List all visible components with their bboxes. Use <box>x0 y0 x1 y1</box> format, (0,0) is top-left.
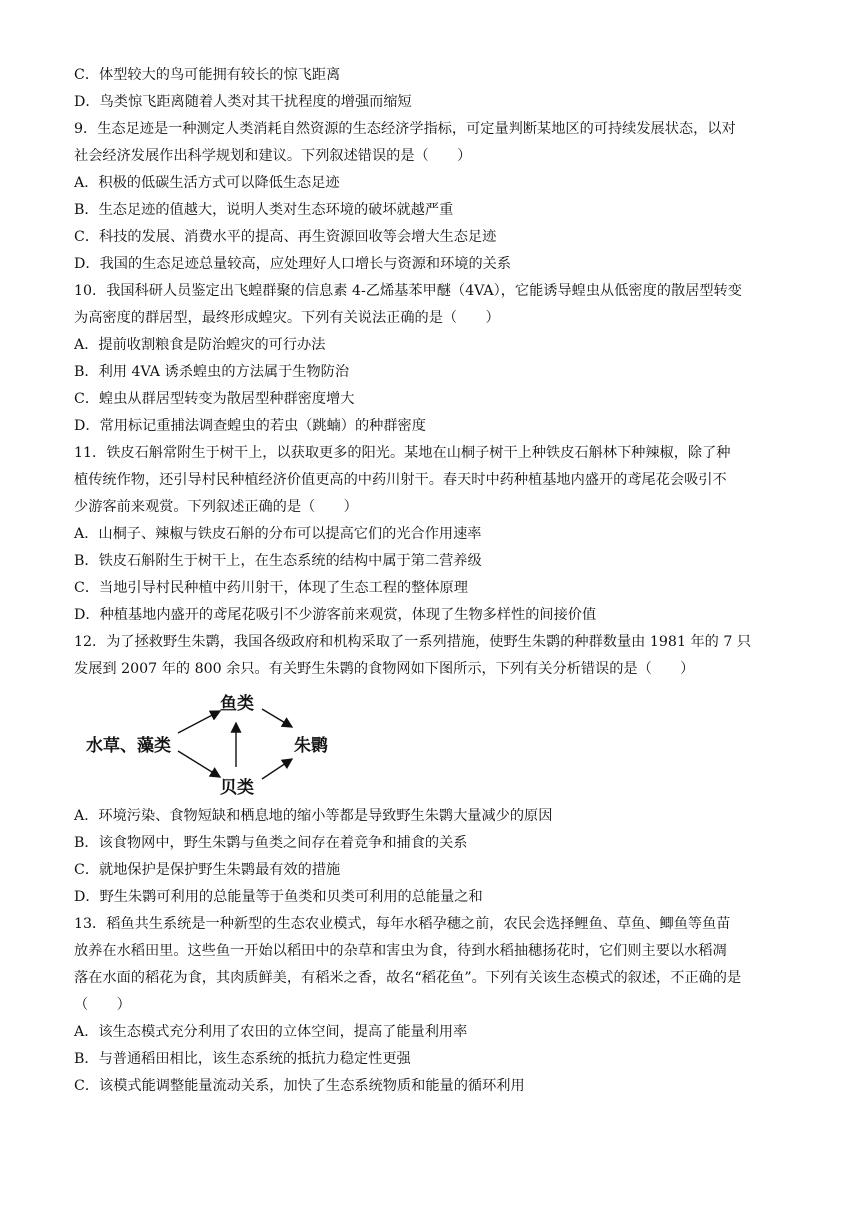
question-9 <box>74 116 786 278</box>
q13-option-b: B．与普通稻田相比，该生态系统的抵抗力稳定性更强 <box>74 1051 411 1067</box>
q12-option-d: D．野生朱鹮可利用的总能量等于鱼类和贝类可利用的总能量之和 <box>74 889 483 905</box>
q9-option-a: A．积极的低碳生活方式可以降低生态足迹 <box>74 175 340 191</box>
q10-option-b: B．利用 4VA 诱杀蝗虫的方法属于生物防治 <box>74 364 350 380</box>
q13-stem-line: 13．稻鱼共生系统是一种新型的生态农业模式，每年水稻孕穗之前，农民会选择鲤鱼、草鱼、鲫鱼等鱼苗 <box>74 916 731 932</box>
q10-option-a: A．提前收割粮食是防治蝗灾的可行办法 <box>74 337 326 353</box>
q13-stem-line: （ ） <box>74 997 131 1013</box>
q12-option-a: A．环境污染、食物短缺和栖息地的缩小等都是导致野生朱鹮大量减少的原因 <box>74 808 553 824</box>
arrow-shellfish-to-ibis <box>262 759 292 779</box>
q13-stem-line: 落在水面的稻花为食，其肉质鲜美，有稻米之香，故名“稻花鱼”。下列有关该生态模式的叙述，不正确的是 <box>74 970 742 986</box>
question-11 <box>74 440 786 629</box>
arrow-fish-to-ibis <box>262 709 292 727</box>
q12-option-b: B．该食物网中，野生朱鹮与鱼类之间存在着竞争和捕食的关系 <box>74 835 468 851</box>
q11-stem-line: 植传统作物，还引导村民种植经济价值更高的中药川射干。春天时中药种植基地内盛开的鸢尾花会吸引不 <box>74 472 727 488</box>
question-13 <box>74 911 786 1100</box>
node-shellfish: 贝类 <box>220 778 254 798</box>
q11-stem-line: 11．铁皮石斛常附生于树干上，以获取更多的阳光。某地在山桐子树干上种铁皮石斛林下种辣椒，除了种 <box>74 445 731 461</box>
arrow-producer-to-fish <box>178 711 220 733</box>
arrow-producer-to-shellfish <box>178 751 220 777</box>
q12-stem-line: 发展到 2007 年的 800 余只。有关野生朱鹮的食物网如下图所示，下列有关分析错误的是（ ） <box>74 661 695 677</box>
food-web-diagram <box>74 683 786 803</box>
q9-stem-line: 9．生态足迹是一种测定人类消耗自然资源的生态经济学指标，可定量判断某地区的可持续发展状态，以对 <box>74 121 736 137</box>
q11-option-c: C．当地引导村民种植中药川射干，体现了生态工程的整体原理 <box>74 580 468 596</box>
q9-option-c: C．科技的发展、消费水平的提高、再生资源回收等会增大生态足迹 <box>74 229 497 245</box>
q9-option-d: D．我国的生态足迹总量较高，应处理好人口增长与资源和环境的关系 <box>74 256 512 272</box>
q11-option-b: B．铁皮石斛附生于树干上，在生态系统的结构中属于第二营养级 <box>74 553 482 569</box>
q11-option-d: D．种植基地内盛开的鸢尾花吸引不少游客前来观赏，体现了生物多样性的间接价值 <box>74 607 597 623</box>
question-8-tail <box>74 62 786 116</box>
q8-option-c: C．体型较大的鸟可能拥有较长的惊飞距离 <box>74 67 341 83</box>
question-10 <box>74 278 786 440</box>
node-fish: 鱼类 <box>220 694 254 714</box>
q13-option-c: C．该模式能调整能量流动关系，加快了生态系统物质和能量的循环利用 <box>74 1078 525 1094</box>
q11-option-a: A．山桐子、辣椒与铁皮石斛的分布可以提高它们的光合作用速率 <box>74 526 482 542</box>
food-web-arrows <box>74 683 786 803</box>
q12-stem-line: 12．为了拯救野生朱鹮，我国各级政府和机构采取了一系列措施，使野生朱鹮的种群数量由 1981 年的 7 只 <box>74 634 752 650</box>
q13-stem-line: 放养在水稻田里。这些鱼一开始以稻田中的杂草和害虫为食，待到水稻抽穗扬花时，它们则主要以水稻凋 <box>74 943 727 959</box>
q8-option-d: D．鸟类惊飞距离随着人类对其干扰程度的增强而缩短 <box>74 94 412 110</box>
q13-option-a: A．该生态模式充分利用了农田的立体空间，提高了能量利用率 <box>74 1024 468 1040</box>
q10-option-c: C．蝗虫从群居型转变为散居型种群密度增大 <box>74 391 355 407</box>
exam-page <box>74 62 786 1100</box>
q10-option-d: D．常用标记重捕法调查蝗虫的若虫（跳蝻）的种群密度 <box>74 418 426 434</box>
q9-stem-line: 社会经济发展作出科学规划和建议。下列叙述错误的是（ ） <box>74 148 472 164</box>
q10-stem-line: 为高密度的群居型，最终形成蝗灾。下列有关说法正确的是（ ） <box>74 310 500 326</box>
node-producer: 水草、藻类 <box>86 736 171 756</box>
question-12 <box>74 629 786 911</box>
q10-stem-line: 10．我国科研人员鉴定出飞蝗群聚的信息素 4-乙烯基苯甲醚（4VA），它能诱导蝗虫从低密度的散居型转变 <box>74 283 742 299</box>
q12-option-c: C．就地保护是保护野生朱鹮最有效的措施 <box>74 862 341 878</box>
q9-option-b: B．生态足迹的值越大，说明人类对生态环境的破坏就越严重 <box>74 202 454 218</box>
q11-stem-line: 少游客前来观赏。下列叙述正确的是（ ） <box>74 499 358 515</box>
node-ibis: 朱鹮 <box>294 736 328 756</box>
